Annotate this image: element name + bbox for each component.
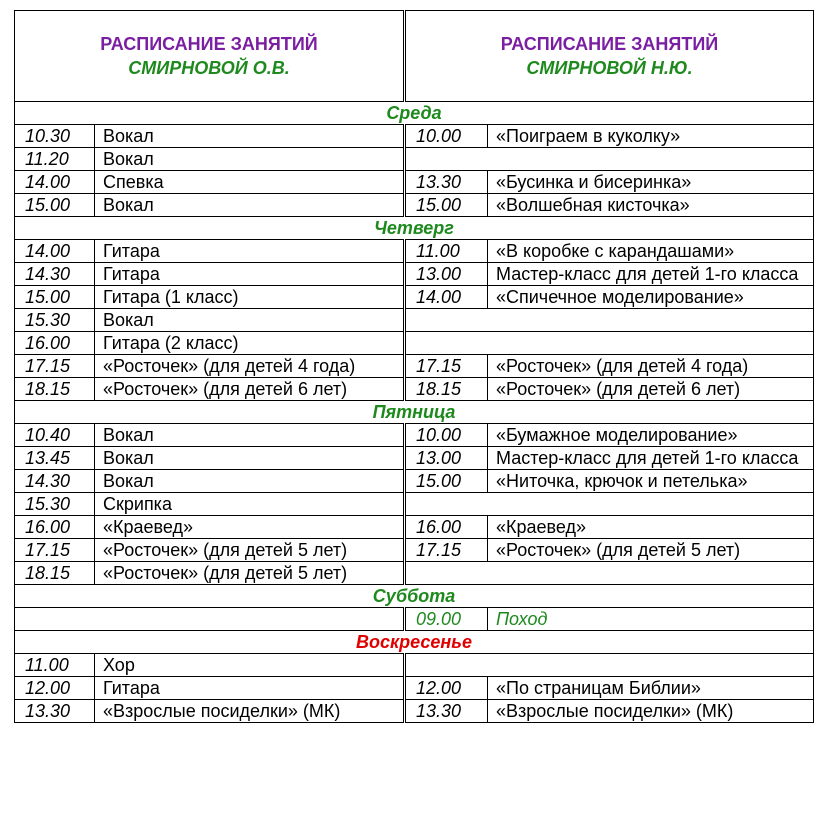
right-activity: «Бумажное моделирование»	[488, 424, 814, 447]
right-activity: «Краевед»	[488, 516, 814, 539]
right-empty-cell	[405, 309, 814, 332]
right-time: 15.00	[405, 470, 488, 493]
left-activity: «Росточек» (для детей 5 лет)	[95, 562, 405, 585]
left-activity: Гитара	[95, 677, 405, 700]
right-empty-cell	[405, 654, 814, 677]
left-time: 12.00	[15, 677, 95, 700]
right-empty-cell	[405, 332, 814, 355]
schedule-row	[15, 286, 814, 309]
schedule-body	[15, 11, 814, 723]
schedule-row	[15, 562, 814, 585]
left-time: 16.00	[15, 332, 95, 355]
right-activity: «Ниточка, крючок и петелька»	[488, 470, 814, 493]
schedule-row	[15, 424, 814, 447]
right-time: 17.15	[405, 539, 488, 562]
day-heading: Четверг	[15, 217, 814, 240]
day-row	[15, 217, 814, 240]
schedule-row	[15, 171, 814, 194]
left-time: 14.30	[15, 263, 95, 286]
left-time: 13.45	[15, 447, 95, 470]
left-header	[15, 11, 405, 102]
right-activity: «Поиграем в куколку»	[488, 125, 814, 148]
left-time: 15.30	[15, 493, 95, 516]
right-activity: Мастер-класс для детей 1-го класса	[488, 263, 814, 286]
schedule-row	[15, 194, 814, 217]
left-time: 17.15	[15, 355, 95, 378]
right-time: 10.00	[405, 125, 488, 148]
schedule-row	[15, 516, 814, 539]
right-activity: «В коробке с карандашами»	[488, 240, 814, 263]
day-heading: Среда	[15, 102, 814, 125]
schedule-row	[15, 677, 814, 700]
left-activity: Вокал	[95, 309, 405, 332]
left-activity: «Росточек» (для детей 5 лет)	[95, 539, 405, 562]
left-activity: Вокал	[95, 194, 405, 217]
day-heading: Суббота	[15, 585, 814, 608]
left-activity: Гитара (1 класс)	[95, 286, 405, 309]
right-activity: Поход	[488, 608, 814, 631]
right-activity: «Росточек» (для детей 6 лет)	[488, 378, 814, 401]
schedule-row	[15, 447, 814, 470]
left-empty-cell	[15, 608, 405, 631]
left-header-title: РАСПИСАНИЕ ЗАНЯТИЙ	[100, 34, 318, 54]
schedule-row	[15, 700, 814, 723]
left-activity: «Взрослые посиделки» (МК)	[95, 700, 405, 723]
schedule-row	[15, 470, 814, 493]
right-activity: «Росточек» (для детей 5 лет)	[488, 539, 814, 562]
left-time: 17.15	[15, 539, 95, 562]
left-activity: Вокал	[95, 125, 405, 148]
left-time: 16.00	[15, 516, 95, 539]
left-activity: Скрипка	[95, 493, 405, 516]
left-activity: «Росточек» (для детей 4 года)	[95, 355, 405, 378]
schedule-row	[15, 125, 814, 148]
day-row	[15, 401, 814, 424]
left-time: 18.15	[15, 378, 95, 401]
right-time: 17.15	[405, 355, 488, 378]
schedule-row	[15, 539, 814, 562]
right-header-title: РАСПИСАНИЕ ЗАНЯТИЙ	[500, 34, 719, 54]
right-activity: «Спичечное моделирование»	[488, 286, 814, 309]
right-time: 10.00	[405, 424, 488, 447]
right-time: 13.00	[405, 263, 488, 286]
right-time: 13.30	[405, 700, 488, 723]
right-activity: «По страницам Библии»	[488, 677, 814, 700]
right-activity: «Волшебная кисточка»	[488, 194, 814, 217]
left-time: 10.30	[15, 125, 95, 148]
right-time: 09.00	[405, 608, 488, 631]
right-time: 13.00	[405, 447, 488, 470]
header-row	[15, 11, 814, 102]
right-activity: «Взрослые посиделки» (МК)	[488, 700, 814, 723]
day-row	[15, 631, 814, 654]
schedule-row	[15, 654, 814, 677]
left-time: 15.30	[15, 309, 95, 332]
schedule-row	[15, 355, 814, 378]
right-activity: «Росточек» (для детей 4 года)	[488, 355, 814, 378]
right-time: 14.00	[405, 286, 488, 309]
left-activity: Вокал	[95, 424, 405, 447]
right-activity: «Бусинка и бисеринка»	[488, 171, 814, 194]
schedule-row	[15, 378, 814, 401]
right-time: 12.00	[405, 677, 488, 700]
schedule-row	[15, 493, 814, 516]
day-heading: Воскресенье	[15, 631, 814, 654]
left-activity: Вокал	[95, 148, 405, 171]
schedule-row	[15, 332, 814, 355]
left-time: 10.40	[15, 424, 95, 447]
left-activity: Гитара	[95, 263, 405, 286]
right-activity: Мастер-класс для детей 1-го класса	[488, 447, 814, 470]
schedule-row	[15, 608, 814, 631]
day-row	[15, 102, 814, 125]
left-time: 13.30	[15, 700, 95, 723]
right-time: 16.00	[405, 516, 488, 539]
right-empty-cell	[405, 148, 814, 171]
left-activity: Гитара (2 класс)	[95, 332, 405, 355]
left-time: 14.00	[15, 240, 95, 263]
day-heading: Пятница	[15, 401, 814, 424]
left-time: 11.00	[15, 654, 95, 677]
left-activity: Вокал	[95, 470, 405, 493]
left-activity: Вокал	[95, 447, 405, 470]
left-time: 15.00	[15, 194, 95, 217]
schedule-row	[15, 148, 814, 171]
day-row	[15, 585, 814, 608]
schedule-table	[14, 10, 814, 723]
right-time: 11.00	[405, 240, 488, 263]
left-time: 18.15	[15, 562, 95, 585]
right-time: 15.00	[405, 194, 488, 217]
schedule-row	[15, 263, 814, 286]
right-header-name: СМИРНОВОЙ Н.Ю.	[526, 58, 693, 78]
left-activity: «Краевед»	[95, 516, 405, 539]
left-time: 11.20	[15, 148, 95, 171]
left-time: 14.30	[15, 470, 95, 493]
right-empty-cell	[405, 562, 814, 585]
left-activity: «Росточек» (для детей 6 лет)	[95, 378, 405, 401]
left-activity: Хор	[95, 654, 405, 677]
right-empty-cell	[405, 493, 814, 516]
left-activity: Гитара	[95, 240, 405, 263]
schedule-row	[15, 309, 814, 332]
left-activity: Спевка	[95, 171, 405, 194]
left-time: 15.00	[15, 286, 95, 309]
right-time: 18.15	[405, 378, 488, 401]
right-time: 13.30	[405, 171, 488, 194]
left-time: 14.00	[15, 171, 95, 194]
left-header-name: СМИРНОВОЙ О.В.	[128, 58, 290, 78]
right-header	[405, 11, 814, 102]
schedule-row	[15, 240, 814, 263]
